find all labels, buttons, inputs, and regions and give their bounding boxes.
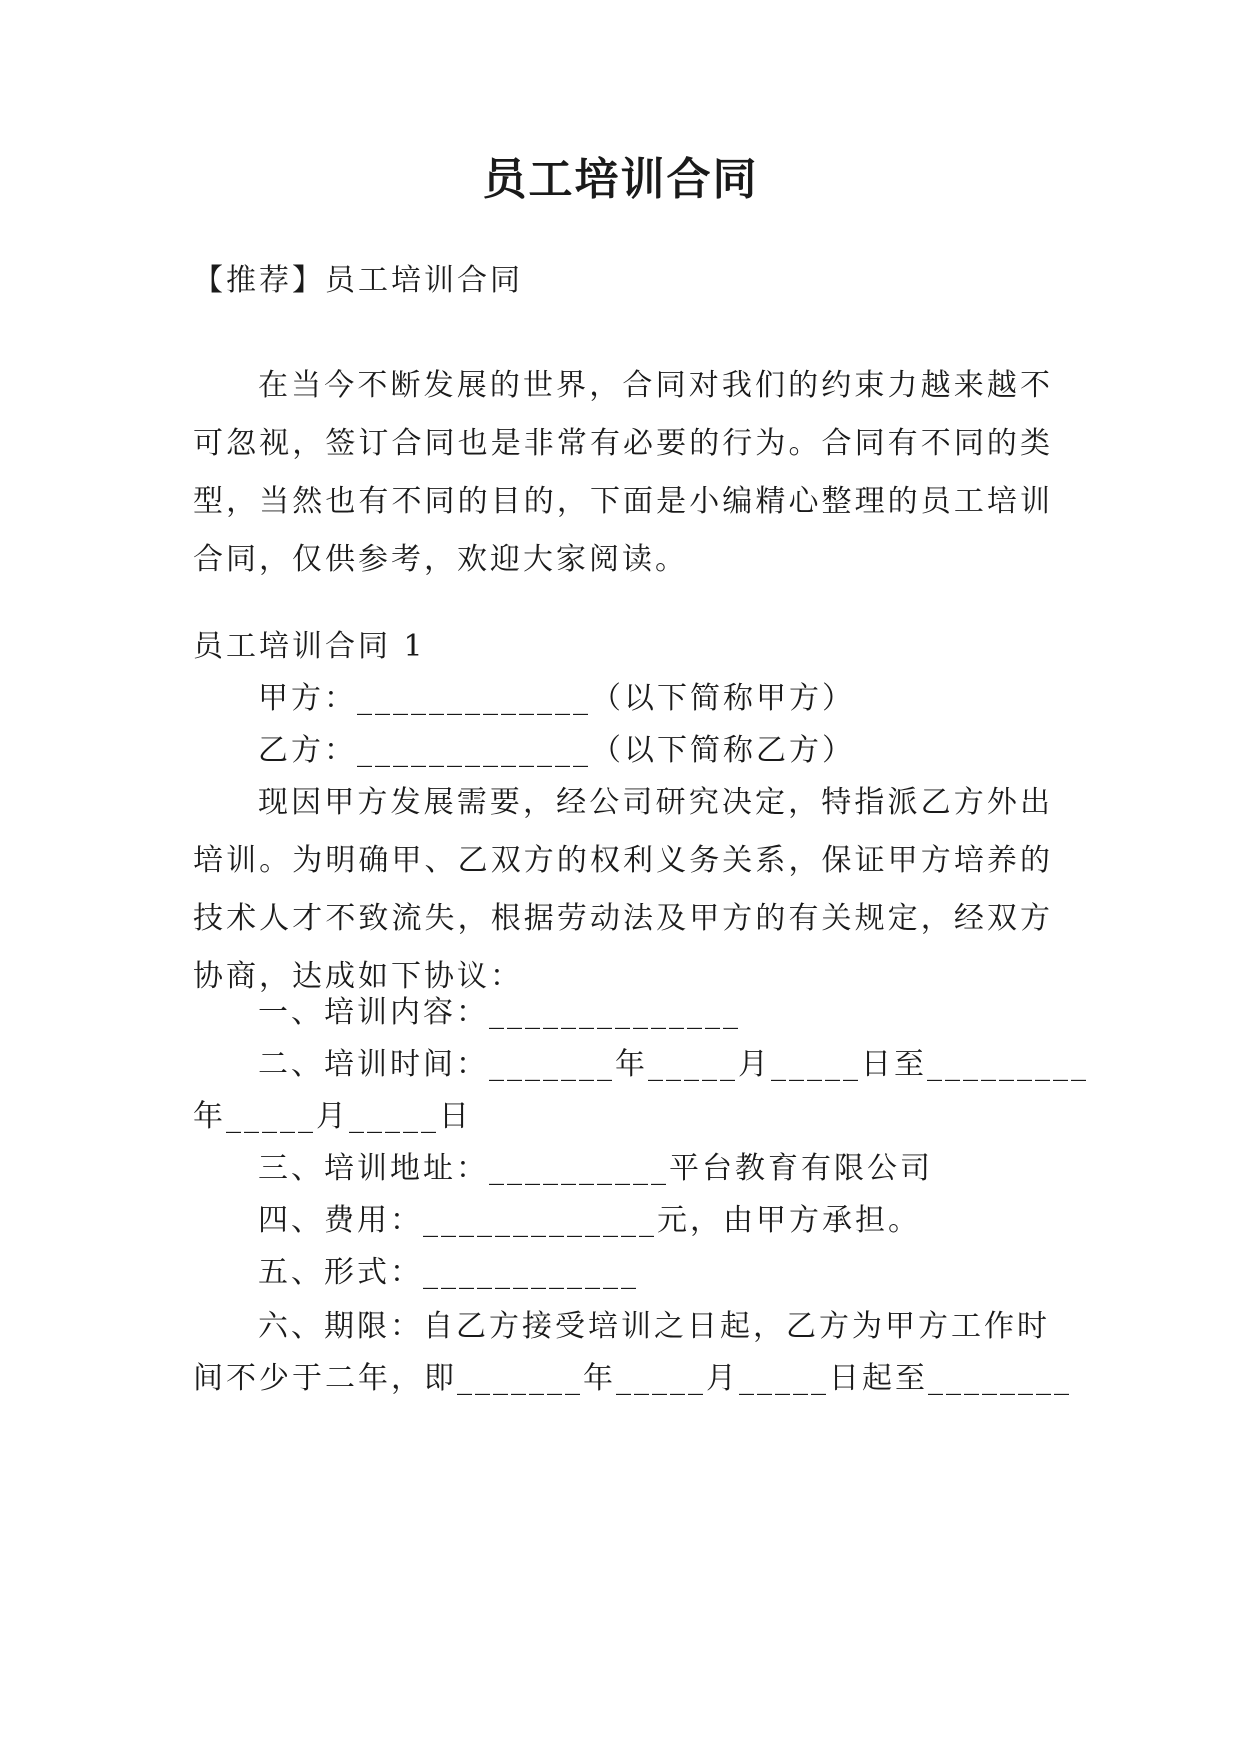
section-heading: 员工培训合同 1 xyxy=(193,629,426,664)
intro-paragraph: 在当今不断发展的世界，合同对我们的约束力越来越不可忽视，签订合同也是非常有必要的行为。合同有不同的类型，当然也有不同的目的，下面是小编精心整理的员工培训合同，仅供参考，欢迎大家阅读。 xyxy=(193,368,1053,577)
clause-form: 五、形式：____________ xyxy=(258,1255,639,1290)
party-b-line: 乙方：_____________（以下简称乙方） xyxy=(258,733,855,768)
clause-term-line1: 六、期限：自乙方接受培训之日起，乙方为甲方工作时 xyxy=(258,1309,1050,1344)
clause-fee: 四、费用：_____________元，由甲方承担。 xyxy=(258,1203,921,1238)
clause-time-line2: 年_____月_____日 xyxy=(193,1099,472,1134)
clause-time-line1: 二、培训时间：_______年_____月_____日至_________ xyxy=(258,1047,1089,1082)
preamble-paragraph: 现因甲方发展需要，经公司研究决定，特指派乙方外出培训。为明确甲、乙双方的权利义务关系，保证甲方培养的技术人才不致流失，根据劳动法及甲方的有关规定，经双方协商，达成如下协议： xyxy=(193,785,1053,994)
document-title: 员工培训合同 xyxy=(482,154,759,205)
recommend-line: 【推荐】员工培训合同 xyxy=(193,263,523,298)
clause-content: 一、培训内容：______________ xyxy=(258,995,741,1030)
clause-term-line2: 间不少于二年，即_______年_____月_____日起至________ xyxy=(193,1361,1072,1396)
clause-address: 三、培训地址：__________平台教育有限公司 xyxy=(258,1151,933,1186)
party-a-line: 甲方：_____________（以下简称甲方） xyxy=(258,681,855,716)
